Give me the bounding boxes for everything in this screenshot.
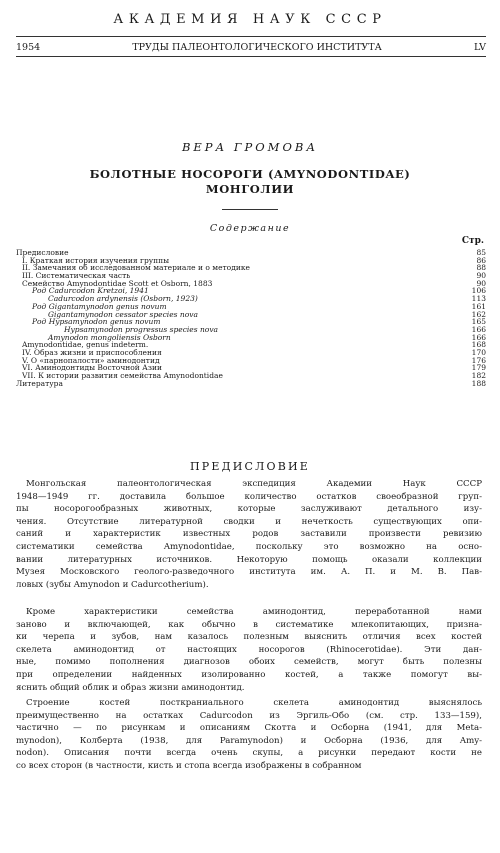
toc-entry-page: 85 xyxy=(476,248,486,257)
paragraph-line: вании литературных источников. Некоторую помощь оказали коллекции xyxy=(16,554,482,565)
toc-entry-title: Amynodon mongoliensis Osborn xyxy=(48,332,171,342)
section-heading: ПРЕДИСЛОВИЕ xyxy=(189,460,311,473)
toc-entry-page: 170 xyxy=(471,347,486,357)
paragraph-line: преимущественно на остатках Cadurcodon из Эргиль-Обо (см. стр. 133—159), xyxy=(16,710,482,721)
toc-entry-page: 176 xyxy=(471,355,486,365)
toc-entry-title: Cadurcodon ardynensis (Osborn, 1923) xyxy=(48,294,198,304)
page-column-label: Стр. xyxy=(461,236,484,246)
paragraph-line: пы носорогообразных животных, которые заслуживают детального изу- xyxy=(16,504,482,515)
paragraph-line: mynodon), Колберта (1938, для Paramynodon) и Осборна (1936, для Amy- xyxy=(16,735,482,746)
toc-entry-page: 106 xyxy=(471,286,486,296)
toc-entry xyxy=(16,380,486,388)
paragraph-line: яснить общий облик и образ жизни аминодонтид. xyxy=(16,682,245,693)
paragraph-3 xyxy=(16,697,482,773)
title-divider xyxy=(222,209,278,210)
toc-entry-title: IV. Образ жизни и приспособления xyxy=(22,347,162,357)
toc-entry-title: Gigantamynodon cessator species nova xyxy=(48,309,198,319)
paragraph-line: при определении найденных изолированно костей, а также помогут вы- xyxy=(16,669,482,680)
paragraph-2 xyxy=(16,606,482,694)
toc-entry-page: 188 xyxy=(471,378,486,388)
header-rule-top xyxy=(16,36,486,37)
paragraph-line: ки черепа и зубов, нам казалось полезным выяснить отличия всех костей xyxy=(16,632,482,643)
toc-entry-title: Семейство Amynodontidae Scott et Osborn, 1883 xyxy=(22,278,213,288)
volume-number: LV xyxy=(473,42,486,53)
toc-entry-page: 88 xyxy=(476,263,486,273)
series-title: ТРУДЫ ПАЛЕОНТОЛОГИЧЕСКОГО ИНСТИТУТА xyxy=(132,42,382,53)
table-of-contents xyxy=(16,249,486,387)
toc-entry-page: 182 xyxy=(471,371,486,380)
paragraph-line: саний и характеристик известных родов заставили произвести ревизию xyxy=(16,529,482,540)
paragraph-line: Музея Московского геолого-разведочного института им. А. П. и М. В. Пав- xyxy=(16,567,482,578)
toc-entry-title: V. О «парнопалости» аминодонтид xyxy=(22,355,160,365)
toc-entry-title: VII. К истории развития семейства Amynodontidae xyxy=(22,371,223,380)
paragraph-line: Монгольская палеонтологическая экспедиция Академии Наук СССР xyxy=(26,479,482,489)
academy-name: АКАДЕМИЯ НАУК СССР xyxy=(113,12,387,27)
paragraph-line: ные, помимо пополнения диагнозов обоих семейств, могут быть полезны xyxy=(16,657,482,668)
article-title-line-1: БОЛОТНЫЕ НОСОРОГИ (AMYNODONTIDAE) xyxy=(89,167,411,181)
toc-entry-title: Amynodontidae, genus indeterm. xyxy=(22,340,149,350)
publication-year: 1954 xyxy=(16,42,41,53)
toc-entry-title: Литература xyxy=(16,378,63,388)
paragraph-line: систематики семейства Amynodontidae, поскольку это возможно на осно- xyxy=(16,541,482,552)
toc-entry-page: 90 xyxy=(476,278,486,288)
paragraph-line: Кроме характеристики семейства аминодонтид, переработанной нами xyxy=(26,607,482,617)
paragraph-line: nodon). Описания почти всегда очень скупы, а рисунки передают кости не xyxy=(16,748,482,759)
toc-entry-page: 166 xyxy=(471,324,486,334)
paragraph-line: ловых (зубы Amynodon и Cadurcotherium). xyxy=(16,579,209,590)
paragraph-line: скелета аминодонтид от настоящих носорогов (Rhinocerotidae). Эти дан- xyxy=(16,644,482,655)
article-title-line-2: МОНГОЛИИ xyxy=(205,182,295,196)
toc-entry-title: I. Краткая история изучения группы xyxy=(22,255,170,265)
contents-heading: Содержание xyxy=(209,223,291,234)
toc-entry-title: Род Cadurcodon Kretzoi, 1941 xyxy=(32,286,149,296)
toc-entry-page: 113 xyxy=(471,294,486,304)
toc-entry-title: Род Gigantamynodon genus novum xyxy=(32,301,167,311)
toc-entry-page: 166 xyxy=(471,332,486,342)
running-header xyxy=(16,42,486,53)
paragraph-line: чения. Отсутствие литературной сводки и нечеткость существующих опи- xyxy=(16,516,482,527)
toc-entry-page: 90 xyxy=(476,271,486,281)
toc-entry-title: III. Систематическая часть xyxy=(22,271,131,281)
toc-entry-title: Hypsamynodon progressus species nova xyxy=(64,324,219,334)
toc-entry-page: 86 xyxy=(476,255,486,265)
toc-entry-title: VI. Аминодонтиды Восточной Азии xyxy=(22,363,162,373)
paragraph-1 xyxy=(16,478,482,591)
paragraph-line: Строение костей посткраниального скелета аминодонтид выяснялось xyxy=(26,698,482,708)
author-name: ВЕРА ГРОМОВА xyxy=(181,140,319,154)
toc-entry-page: 168 xyxy=(471,340,486,350)
toc-entry-title: Род Hypsamynodon genus novum xyxy=(32,317,161,327)
toc-entry-page: 162 xyxy=(471,309,486,319)
header-rule-bottom xyxy=(16,56,486,57)
paragraph-line: заново и включающей, как обычно в систематике млекопитающих, призна- xyxy=(16,619,482,630)
toc-entry-title: Предисловие xyxy=(16,248,69,257)
toc-entry-page: 165 xyxy=(471,317,486,327)
toc-entry-title: II. Замечания об исследованном материале и о методике xyxy=(22,263,250,273)
toc-entry-page: 179 xyxy=(471,363,486,373)
paragraph-line: частично — по рисункам и описаниям Скотта и Осборна (1941, для Meta- xyxy=(16,723,482,734)
toc-entry-page: 161 xyxy=(471,301,486,311)
toc-entry xyxy=(16,372,486,380)
paragraph-line: 1948—1949 гг. доставила большое количество остатков своеобразной груп- xyxy=(16,491,482,502)
paragraph-line: со всех сторон (в частности, кисть и стопа всегда изображены в собранном xyxy=(16,760,362,771)
